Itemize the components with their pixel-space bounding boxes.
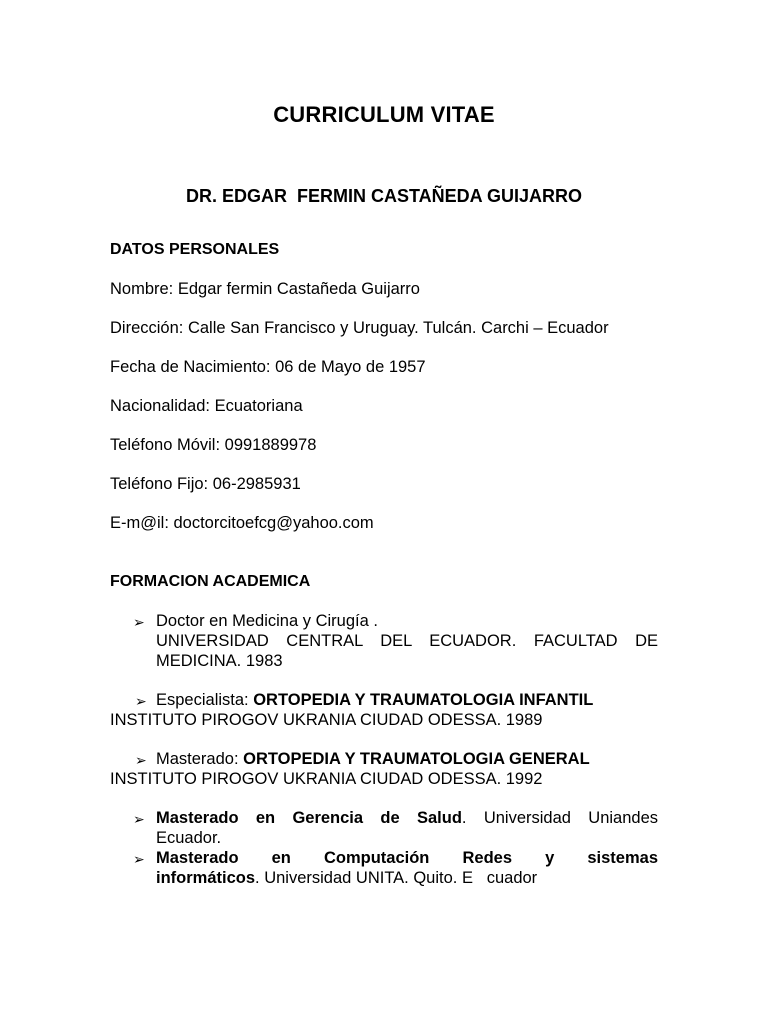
document-title: CURRICULUM VITAE	[273, 102, 495, 127]
personal-data-heading: DATOS PERSONALES	[110, 241, 280, 258]
academic-heading: FORMACION ACADEMICA	[110, 573, 311, 590]
master-institute: INSTITUTO PIROGOV UKRANIA CIUDAD ODESSA. 1992	[110, 770, 543, 788]
degree-doctor-line: Doctor en Medicina y Cirugía .	[156, 612, 378, 630]
master-computing-university: . Universidad UNITA. Quito. E cuador	[255, 869, 538, 887]
master-health-country: Ecuador.	[156, 829, 222, 847]
master-computing-title: Masterado en Computación Redes y sistemas	[156, 849, 658, 867]
specialist-field: ORTOPEDIA Y TRAUMATOLOGIA INFANTIL	[253, 691, 594, 709]
degree-doctor-year: MEDICINA. 1983	[156, 652, 283, 670]
arrow-bullet-icon: ➢	[135, 693, 147, 709]
arrow-bullet-icon: ➢	[135, 752, 147, 768]
degree-doctor-university: UNIVERSIDAD CENTRAL DEL ECUADOR. FACULTAD DE	[156, 632, 658, 650]
master-health-line	[156, 809, 658, 828]
nationality-line: Nacionalidad: Ecuatoriana	[110, 397, 303, 415]
mobile-phone-line: Teléfono Móvil: 0991889978	[110, 436, 317, 454]
address-line: Dirección: Calle San Francisco y Uruguay. Tulcán. Carchi – Ecuador	[110, 319, 609, 337]
name-line: Nombre: Edgar fermin Castañeda Guijarro	[110, 280, 420, 298]
landline-phone-line: Teléfono Fijo: 06-2985931	[110, 475, 301, 493]
master-computing-line	[156, 869, 537, 888]
arrow-bullet-icon: ➢	[133, 614, 145, 630]
specialist-line	[156, 691, 593, 710]
email-line: E-m@il: doctorcitoefcg@yahoo.com	[110, 514, 374, 532]
master-computing-title-cont: informáticos	[156, 869, 256, 887]
master-prefix: Masterado:	[156, 750, 244, 768]
specialist-institute: INSTITUTO PIROGOV UKRANIA CIUDAD ODESSA. 1989	[110, 711, 543, 729]
master-field: ORTOPEDIA Y TRAUMATOLOGIA GENERAL	[243, 750, 590, 768]
arrow-bullet-icon: ➢	[133, 811, 145, 827]
master-health-university: . Universidad Uniandes	[461, 809, 659, 827]
specialist-prefix: Especialista:	[156, 691, 254, 709]
doctor-name-heading: DR. EDGAR FERMIN CASTAÑEDA GUIJARRO	[185, 186, 582, 206]
birthdate-line: Fecha de Nacimiento: 06 de Mayo de 1957	[110, 358, 426, 376]
arrow-bullet-icon: ➢	[133, 851, 145, 867]
master-health-title: Masterado en Gerencia de Salud	[156, 809, 462, 827]
master-line	[156, 750, 590, 769]
